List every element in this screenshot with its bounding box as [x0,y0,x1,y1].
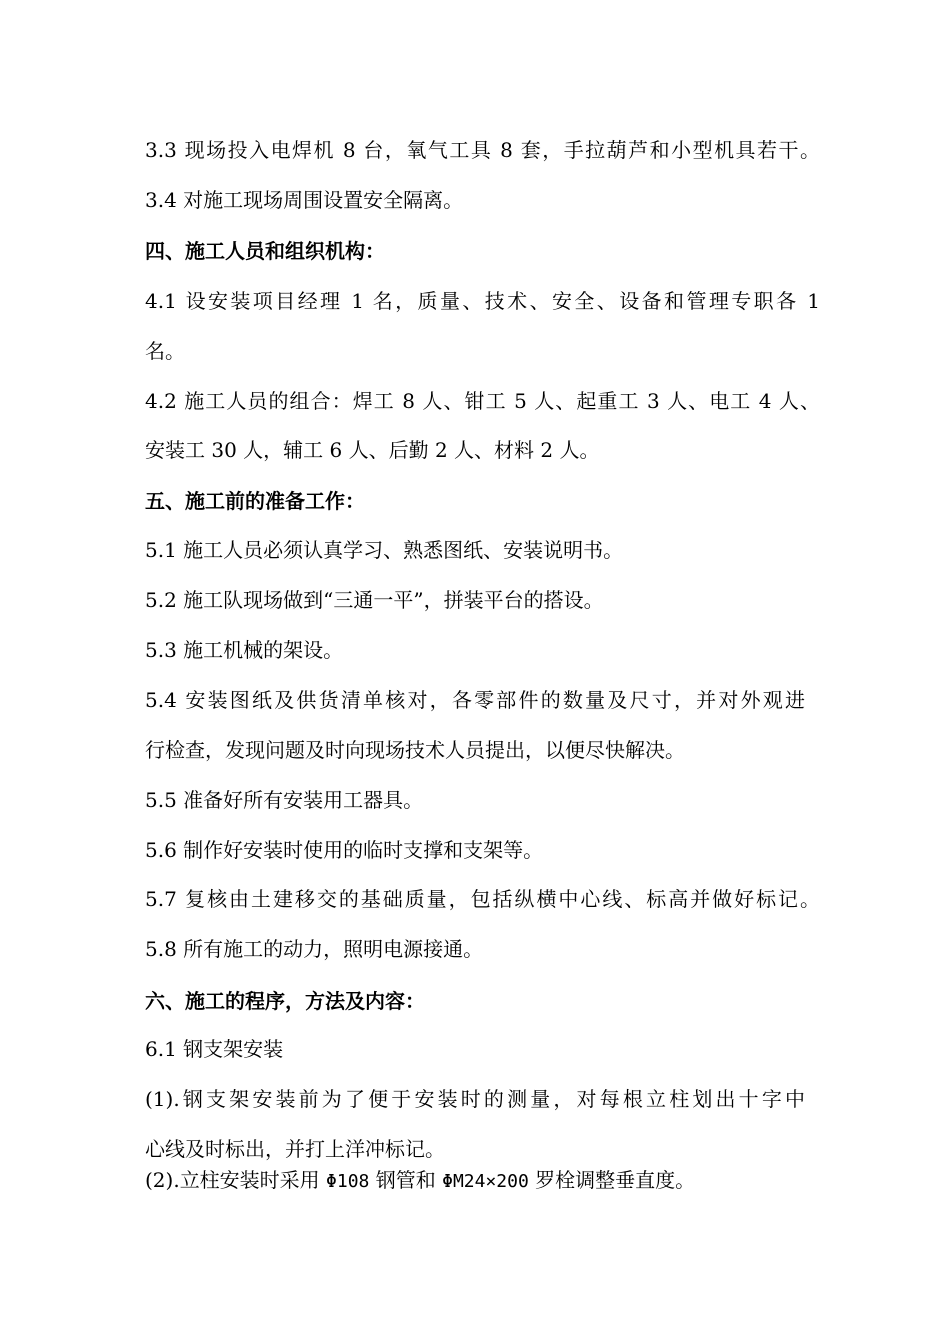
paragraph-5-3: 5.3 施工机械的架设。 [145,638,344,662]
paragraph-3-4: 3.4 对施工现场周围设置安全隔离。 [145,188,464,212]
bolt-spec: ΦM24×200 [442,1171,529,1192]
paragraph-5-6: 5.6 制作好安装时使用的临时支撑和支架等。 [145,838,544,862]
paragraph-5-4: 5.4 安装图纸及供货清单核对，各零部件的数量及尺寸，并对外观进 [145,688,805,712]
paragraph-4-1: 4.1 设安装项目经理 1 名，质量、技术、安全、设备和管理专职各 1 [145,289,820,313]
paragraph-6-1-2-suffix: 罗栓调整垂直度。 [528,1168,696,1192]
paragraph-6-1-2 [145,1166,695,1196]
paragraph-4-2-cont: 安装工 30 人，辅工 6 人、后勤 2 人、材料 2 人。 [145,438,600,462]
section-heading-6: 六、施工的程序，方法及内容： [145,989,425,1013]
paragraph-3-3: 3.3 现场投入电焊机 8 台，氧气工具 8 套，手拉葫芦和小型机具若干。 [145,138,820,162]
paragraph-6-1-1: (1).钢支架安装前为了便于安装时的测量，对每根立柱划出十字中 [145,1087,805,1111]
paragraph-5-5: 5.5 准备好所有安装用工器具。 [145,788,424,812]
paragraph-6-1-1-cont: 心线及时标出，并打上洋冲标记。 [145,1137,445,1161]
paragraph-5-4-cont: 行检查，发现问题及时向现场技术人员提出，以便尽快解决。 [145,738,685,762]
steel-pipe-spec: Φ108 [326,1171,370,1192]
paragraph-5-1: 5.1 施工人员必须认真学习、熟悉图纸、安装说明书。 [145,538,624,562]
paragraph-4-2: 4.2 施工人员的组合：焊工 8 人、钳工 5 人、起重工 3 人、电工 4 人、 [145,389,820,413]
paragraph-5-7: 5.7 复核由土建移交的基础质量，包括纵横中心线、标高并做好标记。 [145,887,820,911]
paragraph-5-2: 5.2 施工队现场做到“三通一平”，拼装平台的搭设。 [145,588,604,612]
paragraph-6-1: 6.1 钢支架安装 [145,1037,284,1061]
section-heading-4: 四、施工人员和组织机构： [145,239,385,263]
paragraph-6-1-2-middle: 钢管和 [369,1168,443,1192]
paragraph-5-8: 5.8 所有施工的动力，照明电源接通。 [145,937,484,961]
paragraph-6-1-2-prefix: (2).立柱安装时采用 [145,1168,327,1192]
paragraph-4-1-cont: 名。 [145,339,185,363]
section-heading-5: 五、施工前的准备工作： [145,489,365,513]
